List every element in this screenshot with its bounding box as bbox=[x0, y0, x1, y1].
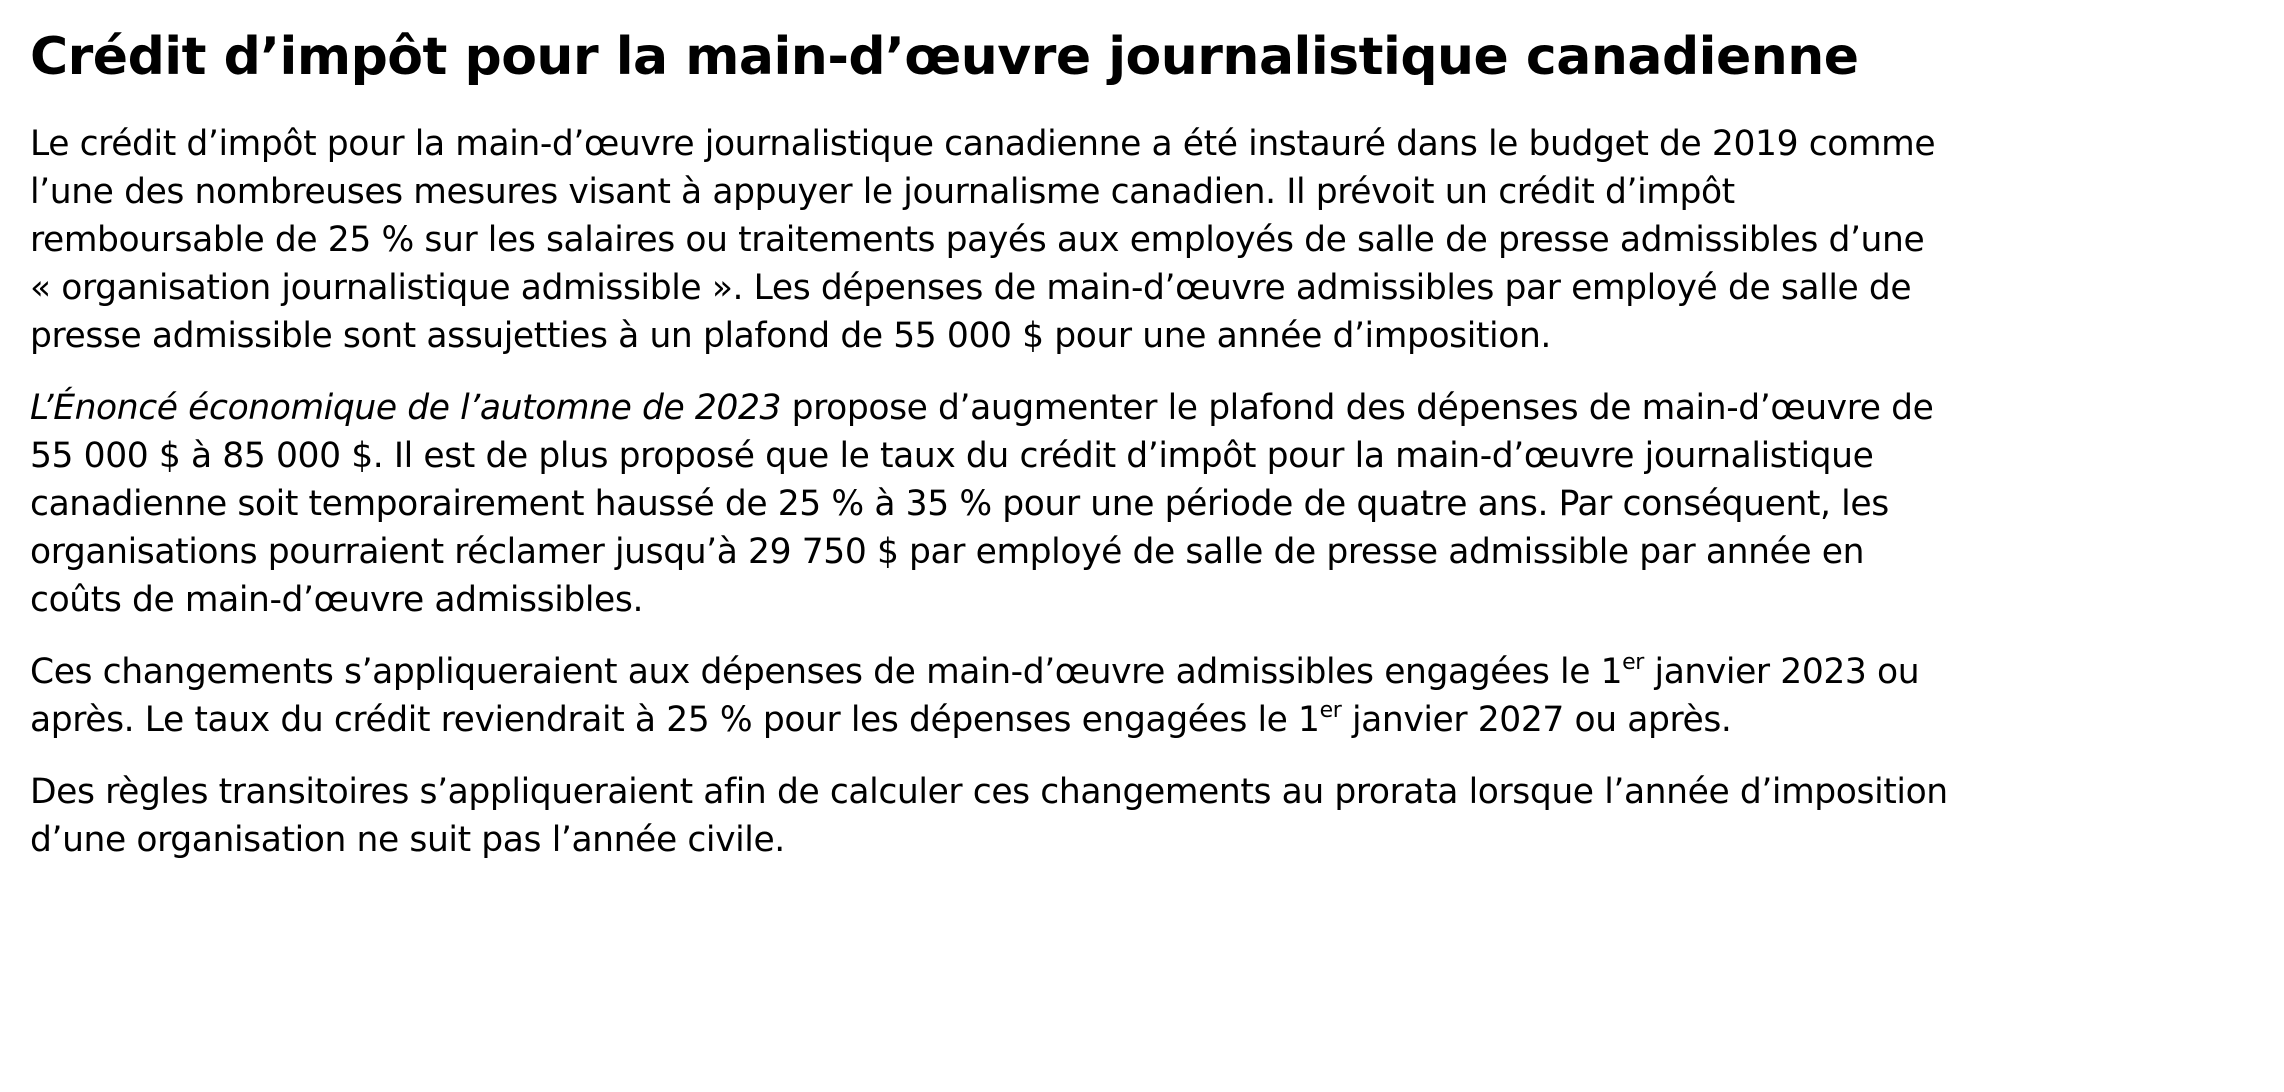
text-segment: Ces changements s’appliqueraient aux dépenses de main-d’œuvre admissibles engagées le 1 bbox=[30, 652, 1623, 692]
text-line: Le crédit d’impôt pour la main-d’œuvre journalistique canadienne a été instauré dans le budget de 2019 comme bbox=[30, 124, 1936, 164]
ordinal-superscript: er bbox=[1319, 698, 1342, 723]
text-segment: janvier 2023 ou bbox=[1643, 652, 1920, 692]
text-line: remboursable de 25 % sur les salaires ou traitements payés aux employés de salle de presse admissibles d’une bbox=[30, 220, 1925, 260]
text-segment: janvier 2027 ou après. bbox=[1341, 700, 1732, 740]
text-line: presse admissible sont assujetties à un plafond de 55 000 $ pour une année d’imposition. bbox=[30, 316, 1551, 356]
text-line: Des règles transitoires s’appliqueraient afin de calculer ces changements au prorata lorsque l’année d’imposition bbox=[30, 772, 1948, 812]
text-line: 55 000 $ à 85 000 $. Il est de plus proposé que le taux du crédit d’impôt pour la main-d’œuvre journalistique bbox=[30, 436, 1874, 476]
paragraph-intro bbox=[30, 120, 2264, 360]
paragraph-proposal bbox=[30, 384, 2264, 624]
ordinal-superscript: er bbox=[1622, 650, 1644, 675]
text-line: organisations pourraient réclamer jusqu’à 29 750 $ par employé de salle de presse admissible par année en bbox=[30, 532, 1865, 572]
paragraph-effective-dates bbox=[30, 648, 2264, 744]
text-segment: après. Le taux du crédit reviendrait à 25 % pour les dépenses engagées le 1 bbox=[30, 700, 1320, 740]
text-line: l’une des nombreuses mesures visant à appuyer le journalisme canadien. Il prévoit un crédit d’impôt bbox=[30, 172, 1735, 212]
text-segment: propose d’augmenter le plafond des dépenses de main-d’œuvre de bbox=[781, 388, 1934, 428]
text-line bbox=[30, 384, 2264, 432]
text-line: d’une organisation ne suit pas l’année civile. bbox=[30, 820, 785, 860]
text-line: coûts de main-d’œuvre admissibles. bbox=[30, 580, 644, 620]
text-line: canadienne soit temporairement haussé de 25 % à 35 % pour une période de quatre ans. Par conséquent, les bbox=[30, 484, 1889, 524]
page-title: Crédit d’impôt pour la main-d’œuvre journalistique canadienne bbox=[30, 27, 1859, 87]
text-line: « organisation journalistique admissible ». Les dépenses de main-d’œuvre admissibles par employé de salle de bbox=[30, 268, 1912, 308]
publication-title: L’Énoncé économique de l’automne de 2023 bbox=[30, 388, 782, 428]
text-line bbox=[30, 648, 2264, 696]
paragraph-transitional-rules bbox=[30, 768, 2264, 864]
text-line bbox=[30, 696, 2264, 744]
